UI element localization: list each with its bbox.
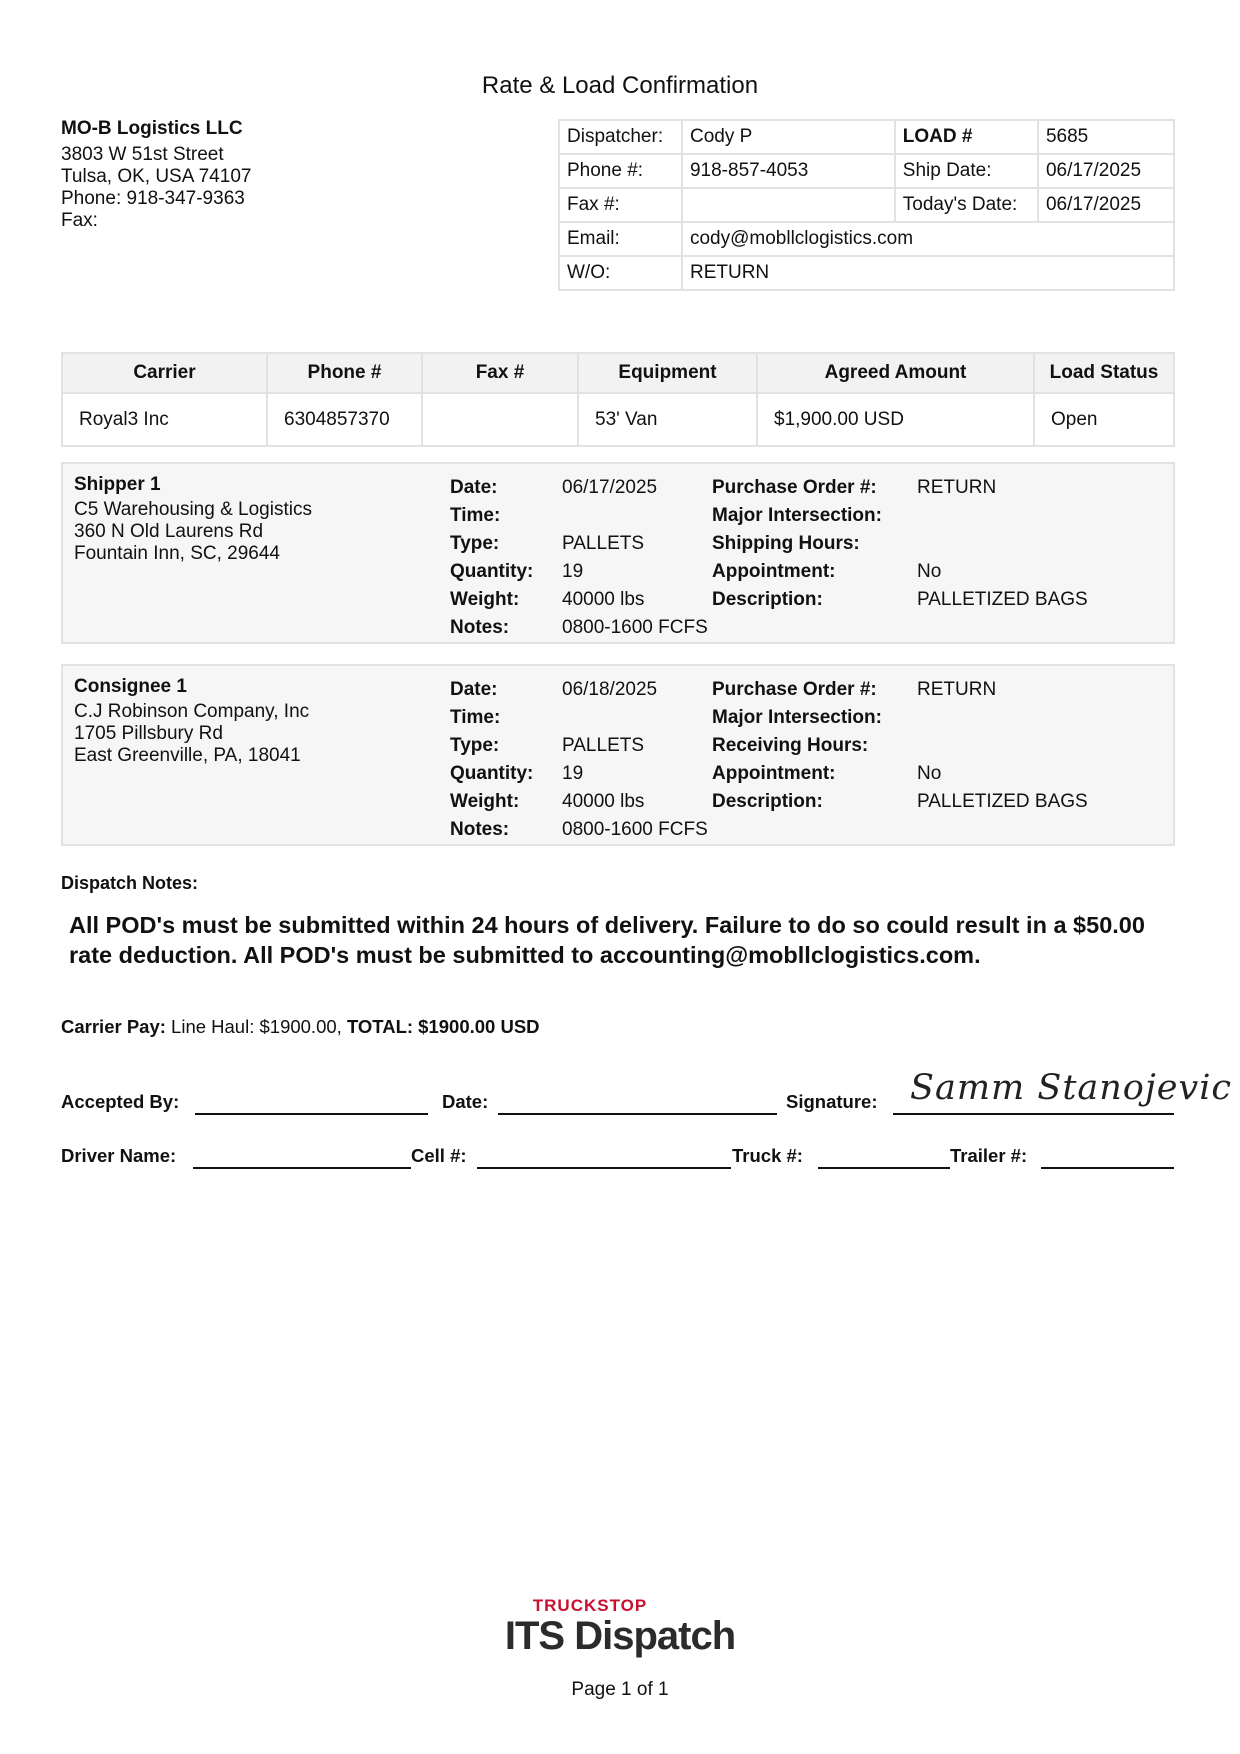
driver-name-label: Driver Name:: [61, 1145, 177, 1166]
phone-label: Phone #:: [559, 154, 682, 188]
shipper-po-value: RETURN: [917, 477, 997, 498]
equipment-cell: 53' Van: [578, 393, 757, 446]
company-phone: Phone: 918-347-9363: [61, 188, 245, 209]
carrier-fax-cell: [422, 393, 578, 446]
cell-field[interactable]: [477, 1167, 731, 1169]
shipper-intersection-value: [917, 502, 1088, 530]
company-address-line2: Tulsa, OK, USA 74107: [61, 166, 252, 187]
signature-label: Signature:: [786, 1091, 878, 1112]
shipper-appointment-value: No: [917, 561, 942, 582]
shipper-type-label: Type:: [450, 533, 500, 554]
page-number: Page 1 of 1: [571, 1679, 669, 1700]
accept-date-label: Date:: [442, 1091, 489, 1112]
consignee-notes-value: 0800-1600 FCFS: [562, 819, 708, 840]
carrier-phone-cell: 6304857370: [267, 393, 422, 446]
company-block: [61, 118, 251, 232]
work-order-label: W/O:: [559, 256, 682, 290]
consignee-description-value: PALLETIZED BAGS: [917, 791, 1088, 812]
dispatch-info-table: [558, 119, 1175, 291]
load-status-header: Load Status: [1034, 353, 1174, 393]
carrier-name-cell: Royal3 Inc: [62, 393, 267, 446]
signature-field[interactable]: [893, 1113, 1174, 1115]
fax-label: Fax #:: [559, 188, 682, 222]
shipper-values: [562, 474, 708, 642]
load-number-label: LOAD #: [895, 120, 1038, 154]
company-fax: Fax:: [61, 210, 98, 231]
shipper-description-value: PALLETIZED BAGS: [917, 589, 1088, 610]
brand-small-text: TRUCKSTOP: [532, 1596, 648, 1615]
shipper-quantity-value: 19: [562, 561, 584, 582]
consignee-heading: Consignee 1: [74, 676, 187, 697]
shipper-address: [74, 474, 312, 565]
todays-date-value: 06/17/2025: [1038, 188, 1174, 222]
shipper-date-label: Date:: [450, 477, 498, 498]
consignee-time-value: [562, 704, 708, 732]
consignee-street: 1705 Pillsbury Rd: [74, 723, 223, 744]
dispatch-notes-text: All POD's must be submitted within 24 hours of delivery. Failure to do so could result in a $50.00 rate deduction. All POD's must be submitted to accounting@mobllclogistics.com.: [69, 912, 1145, 968]
accept-date-field[interactable]: [498, 1113, 777, 1115]
consignee-address: [74, 676, 309, 767]
shipper-notes-label: Notes:: [450, 617, 510, 638]
consignee-weight-value: 40000 lbs: [562, 791, 645, 812]
shipper-quantity-label: Quantity:: [450, 561, 534, 582]
ship-date-label: Ship Date:: [895, 154, 1038, 188]
table-row: [62, 393, 1174, 446]
shipper-po-label: Purchase Order #:: [712, 477, 877, 498]
carrier-header: Carrier: [62, 353, 267, 393]
shipper-heading: Shipper 1: [74, 474, 161, 495]
company-address-line1: 3803 W 51st Street: [61, 144, 224, 165]
shipper-values-2: [917, 474, 1088, 614]
consignee-city: East Greenville, PA, 18041: [74, 745, 301, 766]
consignee-name: C.J Robinson Company, Inc: [74, 701, 310, 722]
shipper-appointment-label: Appointment:: [712, 561, 836, 582]
equipment-header: Equipment: [578, 353, 757, 393]
consignee-appointment-value: No: [917, 763, 942, 784]
consignee-description-label: Description:: [712, 791, 823, 812]
phone-header: Phone #: [267, 353, 422, 393]
shipper-hours-label: Shipping Hours:: [712, 533, 860, 554]
consignee-type-value: PALLETS: [562, 735, 645, 756]
shipper-hours-value: [917, 530, 1088, 558]
shipper-weight-label: Weight:: [450, 589, 520, 610]
consignee-date-label: Date:: [450, 679, 498, 700]
consignee-quantity-label: Quantity:: [450, 763, 534, 784]
trailer-label: Trailer #:: [950, 1145, 1028, 1166]
consignee-date-value: 06/18/2025: [562, 679, 658, 700]
shipper-weight-value: 40000 lbs: [562, 589, 645, 610]
shipper-type-value: PALLETS: [562, 533, 645, 554]
email-label: Email:: [559, 222, 682, 256]
consignee-section: [61, 664, 1175, 846]
agreed-amount-cell: $1,900.00 USD: [757, 393, 1034, 446]
shipper-intersection-label: Major Intersection:: [712, 505, 882, 526]
shipper-city: Fountain Inn, SC, 29644: [74, 543, 280, 564]
consignee-labels: [450, 676, 533, 844]
fax-header: Fax #: [422, 353, 578, 393]
carrier-table: [61, 352, 1175, 447]
consignee-intersection-label: Major Intersection:: [712, 707, 882, 728]
email-value[interactable]: cody@mobllclogistics.com: [682, 222, 1174, 256]
load-status-cell: Open: [1034, 393, 1174, 446]
consignee-po-label: Purchase Order #:: [712, 679, 877, 700]
dispatcher-value: Cody P: [682, 120, 895, 154]
consignee-time-label: Time:: [450, 707, 501, 728]
todays-date-label: Today's Date:: [895, 188, 1038, 222]
accepted-by-label: Accepted By:: [61, 1091, 180, 1112]
consignee-weight-label: Weight:: [450, 791, 520, 812]
dispatch-notes-label: Dispatch Notes:: [61, 873, 199, 893]
shipper-section: [61, 462, 1175, 644]
footer-logo: [0, 1596, 1240, 1659]
driver-name-field[interactable]: [193, 1167, 411, 1169]
fax-value: [682, 188, 895, 222]
carrier-pay: [61, 1016, 540, 1038]
accepted-by-field[interactable]: [195, 1113, 428, 1115]
shipper-description-label: Description:: [712, 589, 823, 610]
company-name: MO-B Logistics LLC: [61, 118, 243, 139]
consignee-values-2: [917, 676, 1088, 816]
shipper-date-value: 06/17/2025: [562, 477, 658, 498]
load-number-value: 5685: [1038, 120, 1174, 154]
consignee-type-label: Type:: [450, 735, 500, 756]
dispatcher-label: Dispatcher:: [559, 120, 682, 154]
consignee-values: [562, 676, 708, 844]
consignee-hours-value: [917, 732, 1088, 760]
cell-label: Cell #:: [411, 1145, 467, 1166]
phone-value: 918-857-4053: [682, 154, 895, 188]
consignee-po-value: RETURN: [917, 679, 997, 700]
signature-handwriting: Samm Stanojevic: [910, 1068, 1233, 1108]
shipper-time-label: Time:: [450, 505, 501, 526]
agreed-amount-header: Agreed Amount: [757, 353, 1034, 393]
consignee-labels-2: [712, 676, 882, 816]
truck-field[interactable]: [818, 1167, 950, 1169]
carrier-pay-label: Carrier Pay:: [61, 1016, 166, 1037]
shipper-labels-2: [712, 474, 882, 614]
brand-big-text: ITS Dispatch: [504, 1614, 736, 1658]
consignee-appointment-label: Appointment:: [712, 763, 836, 784]
consignee-hours-label: Receiving Hours:: [712, 735, 869, 756]
shipper-name: C5 Warehousing & Logistics: [74, 499, 312, 520]
shipper-labels: [450, 474, 533, 642]
truck-label: Truck #:: [732, 1145, 803, 1166]
total-value: TOTAL: $1900.00 USD: [346, 1016, 540, 1037]
consignee-intersection-value: [917, 704, 1088, 732]
shipper-street: 360 N Old Laurens Rd: [74, 521, 264, 542]
ship-date-value: 06/17/2025: [1038, 154, 1174, 188]
consignee-notes-label: Notes:: [450, 819, 510, 840]
shipper-time-value: [562, 502, 708, 530]
shipper-notes-value: 0800-1600 FCFS: [562, 617, 708, 638]
consignee-quantity-value: 19: [562, 763, 584, 784]
work-order-value: RETURN: [682, 256, 1174, 290]
document-title: Rate & Load Confirmation: [481, 72, 759, 99]
trailer-field[interactable]: [1041, 1167, 1174, 1169]
line-haul-value: Line Haul: $1900.00,: [171, 1016, 342, 1037]
